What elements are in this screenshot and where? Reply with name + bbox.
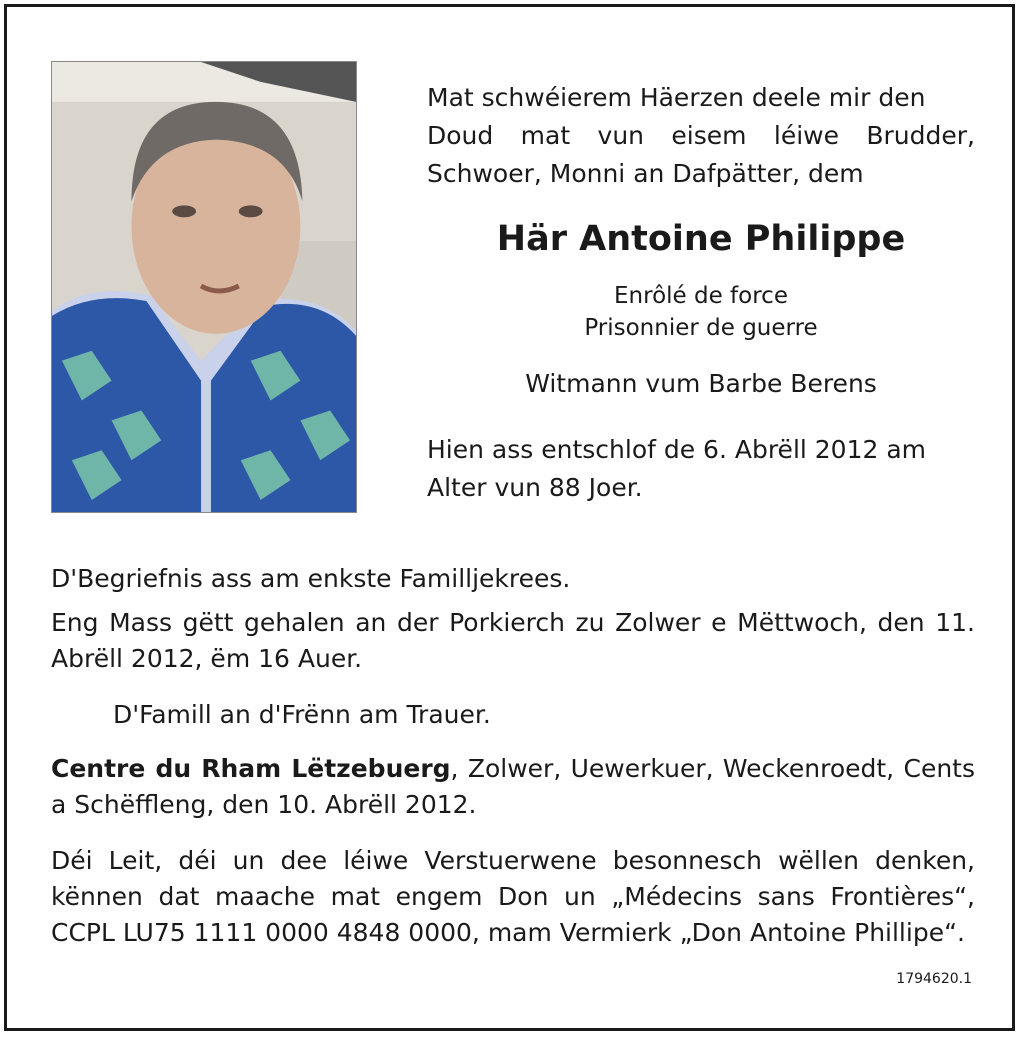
- location-rest: , Zolwer, Uewerkuer, Weckenroedt, Cents a Schëffleng, den 10. Abrëll 2012.: [51, 754, 975, 819]
- intro-line-2: Doud mat vun eisem léiwe Brudder,: [427, 121, 975, 150]
- deceased-title-2: Prisonnier de guerre: [584, 315, 818, 341]
- burial-info: D'Begriefnis ass am enkste Familljekrees.: [51, 564, 571, 593]
- intro-line-1: Mat schwéierem Häerzen deele mir den: [427, 83, 926, 112]
- obituary-notice: [4, 4, 1015, 1031]
- death-line-2: Alter vun 88 Joer.: [427, 473, 643, 502]
- mourners-line: D'Famill an d'Frënn am Trauer.: [113, 700, 491, 729]
- deceased-name: Här Antoine Philippe: [496, 219, 906, 259]
- donation-info: Déi Leit, déi un dee léiwe Verstuerwene besonnesch wëllen denken, kënnen dat maache mat engem Don un „Médecins sans Frontières“, CCPL LU75 1111 0000 4848 0000, mam Vermierk „Don Antoine Phillipe“.: [51, 846, 975, 947]
- portrait-photo: [51, 61, 357, 513]
- reference-number: 1794620.1: [896, 971, 972, 987]
- intro-text: [427, 79, 975, 193]
- death-announcement: [427, 431, 975, 507]
- portrait-image: [52, 62, 356, 512]
- deceased-title-1: Enrôlé de force: [614, 283, 788, 309]
- location-date: [51, 751, 975, 823]
- organisation-name: Centre du Rham Lëtzebuerg: [51, 754, 451, 783]
- death-line-1: Hien ass entschlof de 6. Abrëll 2012 am: [427, 435, 927, 464]
- intro-line-3: Schwoer, Monni an Dafpätter, dem: [427, 159, 864, 188]
- widower-line: Witmann vum Barbe Berens: [525, 369, 877, 398]
- mass-info: Eng Mass gëtt gehalen an der Porkierch zu Zolwer e Mëttwoch, den 11. Abrëll 2012, ëm 16 Auer.: [51, 608, 975, 673]
